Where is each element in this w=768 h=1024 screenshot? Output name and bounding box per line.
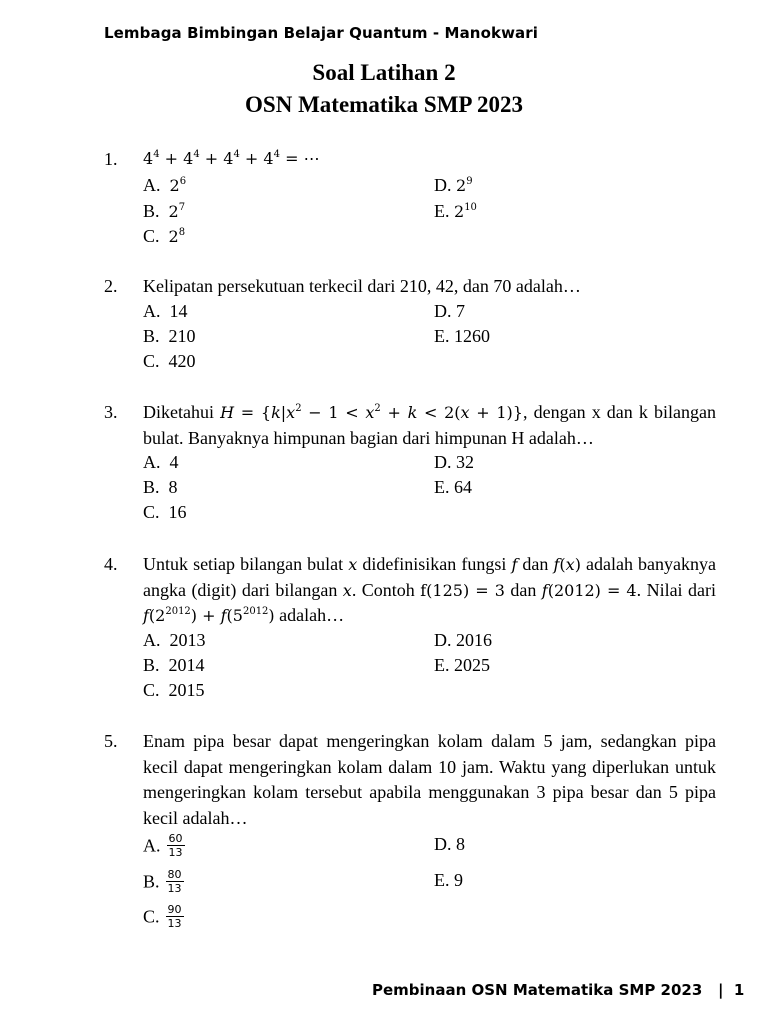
question-number: 3. [104,402,118,422]
option-e[interactable]: E. 2025 [434,655,490,675]
option-c[interactable]: C. 16 [143,502,187,522]
fraction: $\frac{60}{13}$ [168,832,183,859]
fraction: $\frac{80}{13}$ [167,868,182,895]
option-b[interactable]: B. 210 [143,326,196,346]
page-subtitle: OSN Matematika SMP 2023 [245,92,523,117]
option-d[interactable]: D. $2^9$ [434,175,473,195]
option-e[interactable]: E. 64 [434,477,472,497]
question-text: Kelipatan persekutuan terkecil dari 210, 42, dan 70 adalah… [143,276,581,296]
question-expression: $4^4 + 4^4 + 4^4 + 4^4$ = ⋯ [143,149,320,168]
option-d[interactable]: D. 7 [434,301,465,321]
option-b[interactable]: B. 2014 [143,655,205,675]
option-c[interactable]: C. 420 [143,351,196,371]
question-number: 5. [104,731,118,751]
fraction: $\frac{90}{13}$ [167,903,182,930]
option-e[interactable]: E. $2^{10}$ [434,201,477,221]
option-a[interactable]: A. 14 [143,301,188,321]
option-a[interactable]: A. $\frac{60}{13}$ [143,832,183,859]
option-c[interactable]: C. 2015 [143,680,205,700]
option-a[interactable]: A. 4 [143,452,179,472]
option-d[interactable]: D. 2016 [434,630,492,650]
page-header: Lembaga Bimbingan Belajar Quantum - Manokwari [104,24,538,42]
question-text: Enam pipa besar dapat mengeringkan kolam dalam 5 jam, sedangkan pipa kecil dapat mengeringkan kolam dalam 10 jam. Waktu yang diperlukan untuk mengeringkan kolam tersebut apabila menggunakan 3 pipa besar dan 5 pipa kecil adalah… [143,731,716,828]
option-b[interactable]: B. 8 [143,477,178,497]
option-c[interactable]: C. $\frac{90}{13}$ [143,903,182,930]
question-number: 4. [104,554,118,574]
question-text: Untuk setiap bilangan bulat x didefinisikan fungsi f dan f(x) adalah banyaknya angka (digit) dari bilangan x. Contoh f(125) = 3 dan f(2012) = 4. Nilai dari $f(2^{2012}) + f(5^{2012})$ adalah… [143,554,717,625]
option-e[interactable]: E. 9 [434,870,463,890]
option-c[interactable]: C. $2^8$ [143,226,186,246]
option-d[interactable]: D. 32 [434,452,474,472]
question-number: 2. [104,276,118,296]
option-a[interactable]: A. 2013 [143,630,206,650]
option-b[interactable]: B. $\frac{80}{13}$ [143,868,182,895]
option-b[interactable]: B. $2^7$ [143,201,186,221]
page-footer: Pembinaan OSN Matematika SMP 2023 | 1 [372,981,745,999]
question-text: Diketahui $H = \{k|x^2 - 1 < x^2 + k < 2(x + 1)\}$, dengan x dan k bilangan bulat. Banyaknya himpunan bagian dari himpunan H adalah… [143,402,717,448]
question-number: 1. [104,149,118,169]
option-a[interactable]: A. $2^6$ [143,175,187,195]
page-title: Soal Latihan 2 [312,60,456,85]
set-definition: $H = \{k|x^2 - 1 < x^2 + k < 2(x + 1)\}$ [220,403,523,422]
option-e[interactable]: E. 1260 [434,326,490,346]
option-d[interactable]: D. 8 [434,834,465,854]
